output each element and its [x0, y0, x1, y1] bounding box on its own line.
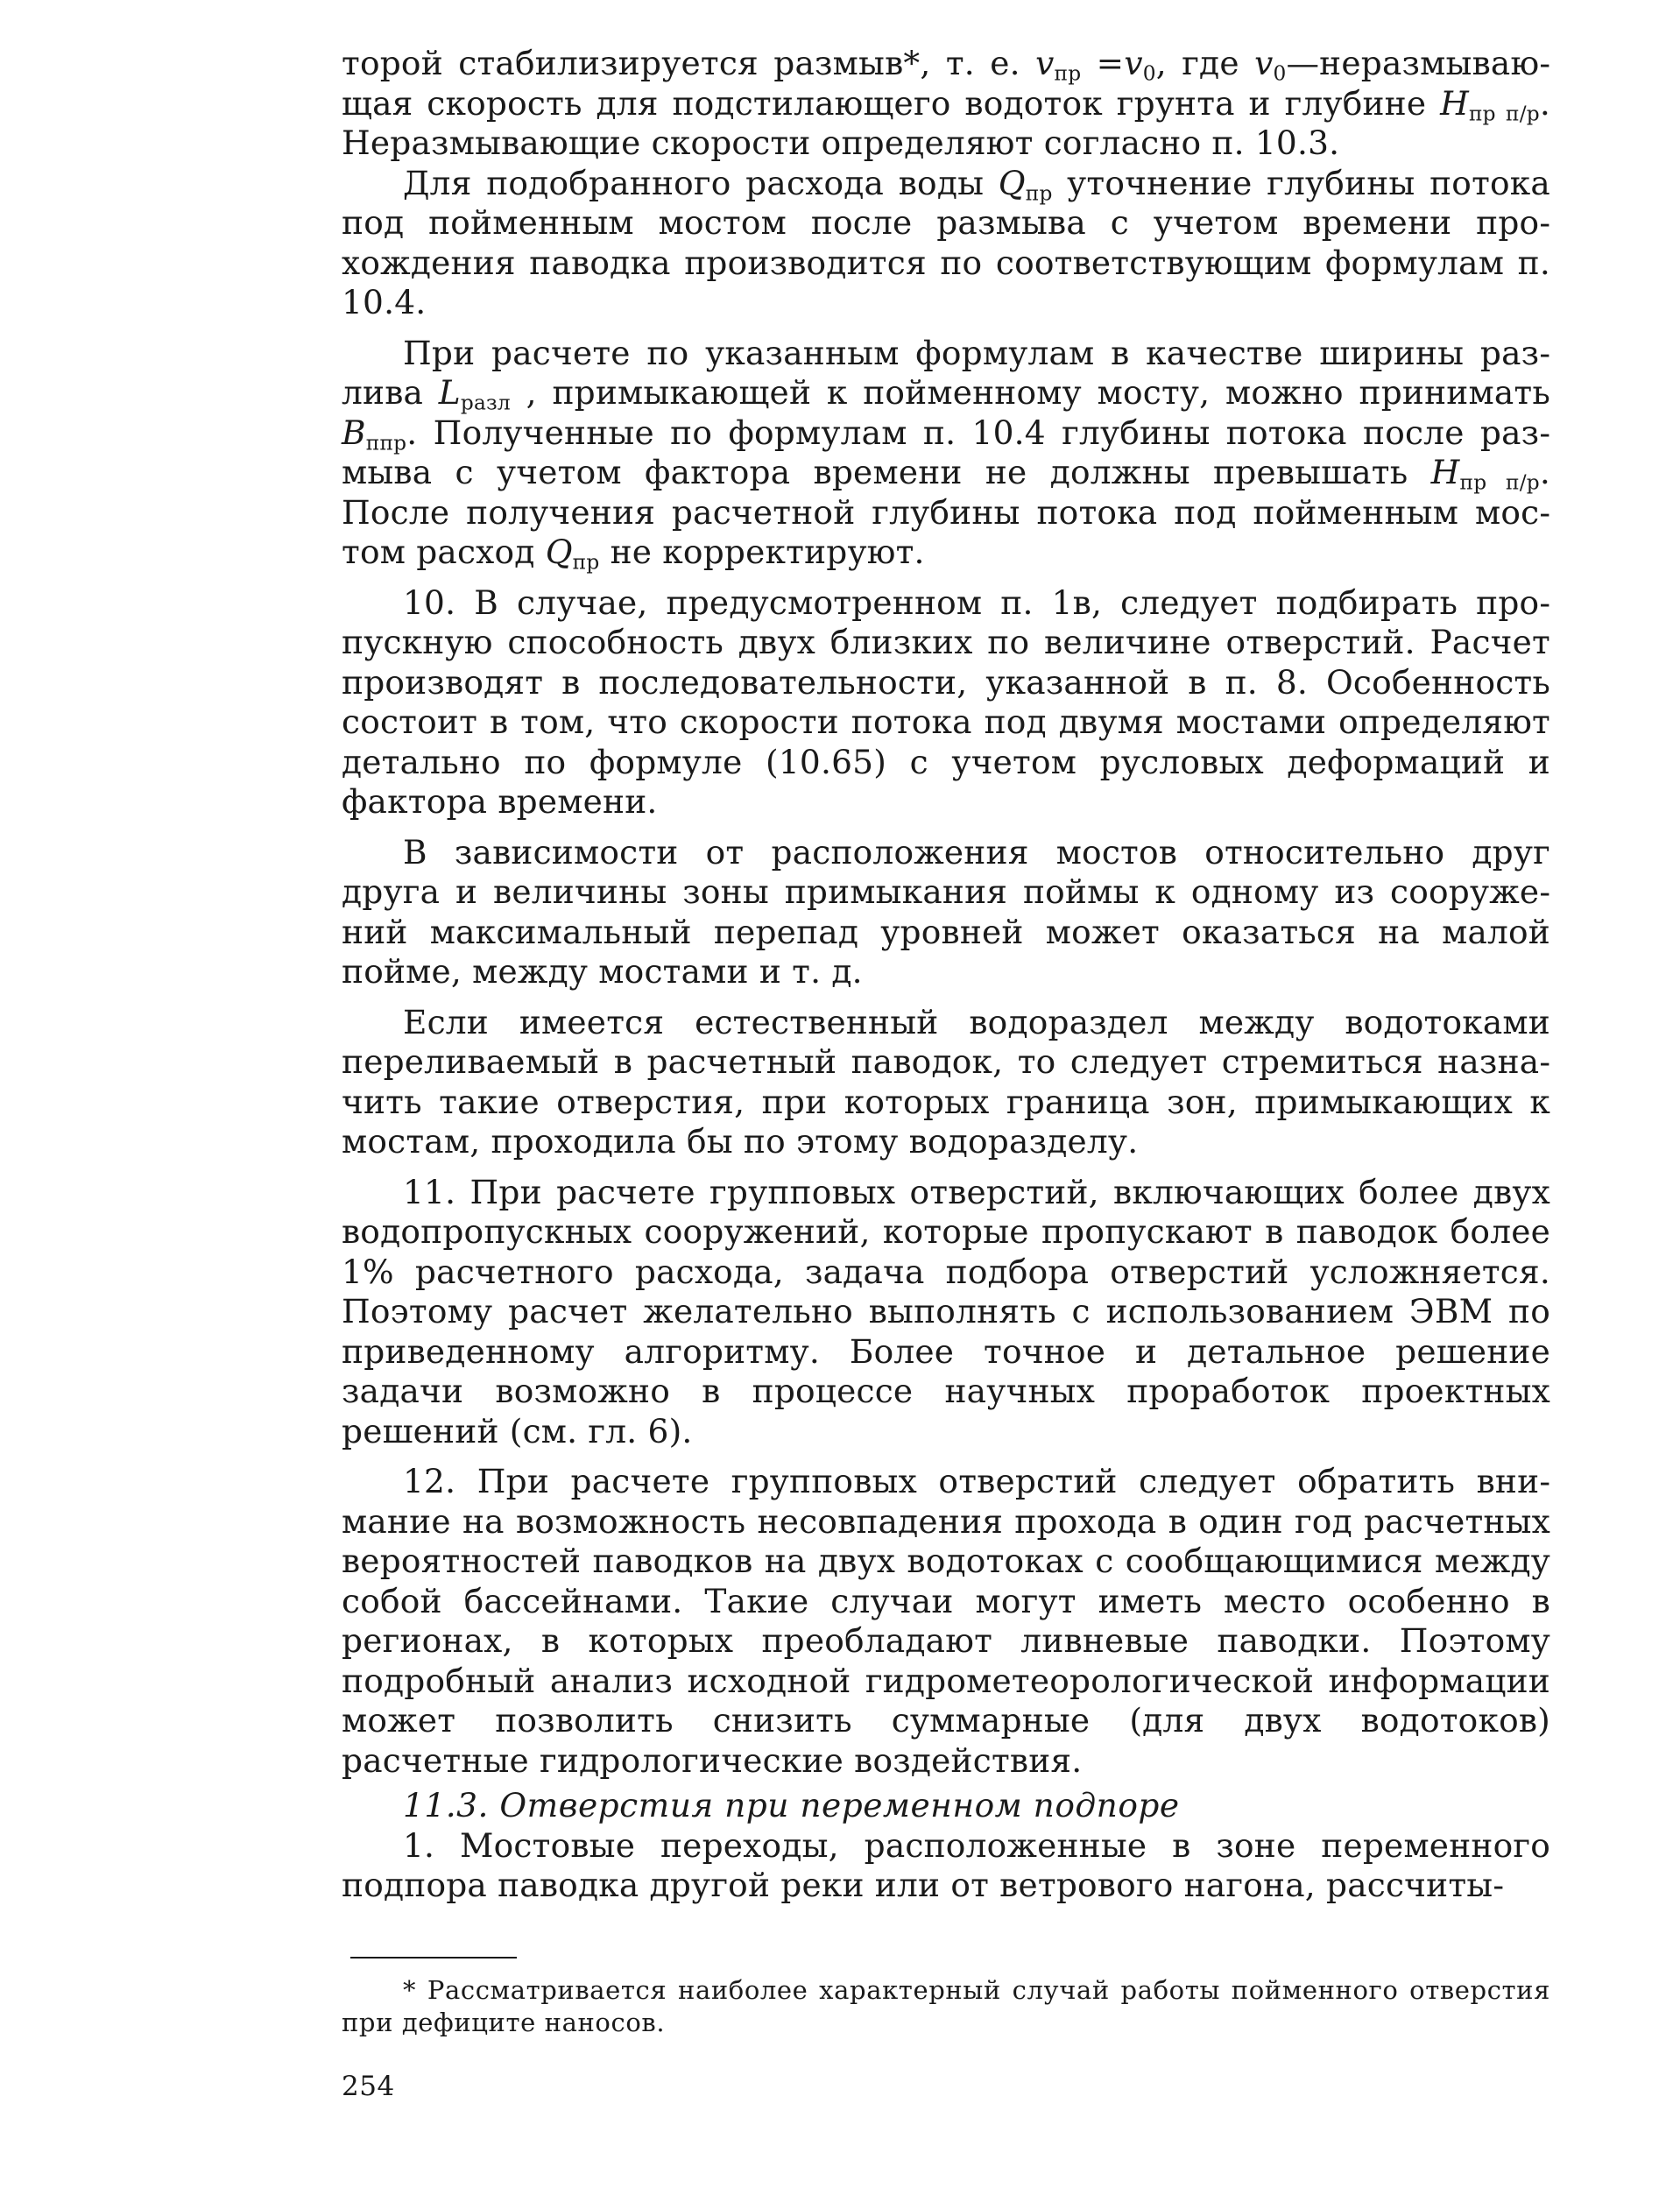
footnote: * Рассматривается наиболее характерный случай работы пойменного отверстия при дефиците наносов. — [342, 1974, 1550, 2037]
text-run: , примыкающей к пойменному мосту, можно принимать — [510, 373, 1550, 412]
subscript: пр — [572, 550, 600, 575]
variable-h: H — [1440, 83, 1469, 123]
text-run: . Неразмывающие скорости определяют согласно п. 10.3. — [342, 83, 1550, 162]
text-run: . Полученные по формулам п. 10.4 глубины потока после размыва с учетом фактора времени не должны превышать — [342, 413, 1550, 491]
variable-v: v — [1254, 44, 1274, 82]
variable-b: B — [342, 413, 366, 452]
document-page — [342, 44, 1550, 2104]
variable-h: H — [1430, 453, 1460, 491]
paragraph-item-10: 10. В случае, предусмотренном п. 1в, следует подбирать пропускную способность двух близких по величине отверстий. Расчет производят в последовательности, указанной в п. 8. Особенность состоит в том, что скорости потока под двумя мостами определяют детально по формуле (10.65) с учетом русловых деформаций и фактора времени. — [342, 582, 1550, 821]
subscript: пр п/р — [1459, 470, 1540, 495]
text-run: . После получения расчетной глубины потока под пойменным мостом расход — [342, 453, 1550, 571]
text-run: При расчете по указанным формулам в качестве ширины разлива — [342, 333, 1550, 412]
text-run: уточнение глубины потока под пойменным мостом после размыва с учетом времени прохождения паводка производится по соответствующим формулам п. 10.4. — [342, 163, 1550, 321]
variable-q: Q — [545, 533, 573, 571]
subscript: 0 — [1142, 61, 1156, 86]
subscript: пр п/р — [1468, 102, 1540, 125]
subscript: пр — [1054, 61, 1082, 86]
variable-q: Q — [998, 163, 1026, 202]
paragraph-width — [342, 334, 1550, 573]
text-run: , где — [1155, 44, 1255, 82]
paragraph-continuation — [342, 44, 1550, 164]
subscript: пр — [1025, 181, 1053, 205]
variable-l: L — [438, 373, 461, 412]
paragraph-bridge-location: В зависимости от расположения мостов относительно друг друга и величины зоны примыкания поймы к одному из сооружений максимальный перепад уровней может оказаться на малой пойме, между мостами и т. д. — [342, 832, 1550, 991]
footnote-divider — [350, 1957, 517, 1959]
paragraph-item-11: 11. При расчете групповых отверстий, включающих более двух водопропускных сооружений, которые пропускают в паводок более 1% расчетного расхода, задача подбора отверстий усложняется. Поэтому расчет желательно выполнять с использованием ЭВМ по приведенному алгоритму. Более точное и детальное решение задачи возможно в процессе научных проработок проектных решений (см. гл. 6). — [342, 1172, 1550, 1450]
section-title: 11.3. Отверстия при переменном подпоре — [403, 1786, 1180, 1824]
text-run: —неразмывающая скорость для подстилающего водоток грунта и глубине — [342, 44, 1550, 123]
variable-v: v — [1035, 44, 1055, 82]
paragraph-item-1: 1. Мостовые переходы, расположенные в зоне переменного подпора паводка другой реки или от ветрового нагона, рассчиты- — [342, 1825, 1550, 1904]
subscript: 0 — [1273, 61, 1287, 86]
text-run: = — [1081, 44, 1125, 82]
variable-v: v — [1124, 44, 1143, 82]
text-run: не корректируют. — [599, 533, 925, 571]
text-run: Для подобранного расхода воды — [403, 163, 999, 202]
page-number: 254 — [342, 2070, 395, 2102]
paragraph-watershed: Если имеется естественный водораздел между водотоками переливаемый в расчетный паводок, то следует стремиться назначить такие отверстия, при которых граница зон, примыкающих к мостам, проходила бы по этому водоразделу. — [342, 1002, 1550, 1161]
paragraph-discharge — [342, 164, 1550, 323]
subscript: ппр — [365, 431, 407, 455]
subscript: разл — [460, 391, 511, 415]
text-run: торой стабилизируется размыв*, т. е. — [342, 44, 1036, 82]
paragraph-item-12: 12. При расчете групповых отверстий следует обратить внимание на возможность несовпадения прохода в один год расчетных вероятностей паводков на двух водотоках с сообщающимися между собой бассейнами. Такие случаи могут иметь место особенно в регионах, в которых преобладают ливневые паводки. Поэтому подробный анализ исходной гидрометеорологической информации может позволить снизить суммарные (для двух водотоков) расчетные гидрологические воздействия. — [342, 1462, 1550, 1780]
